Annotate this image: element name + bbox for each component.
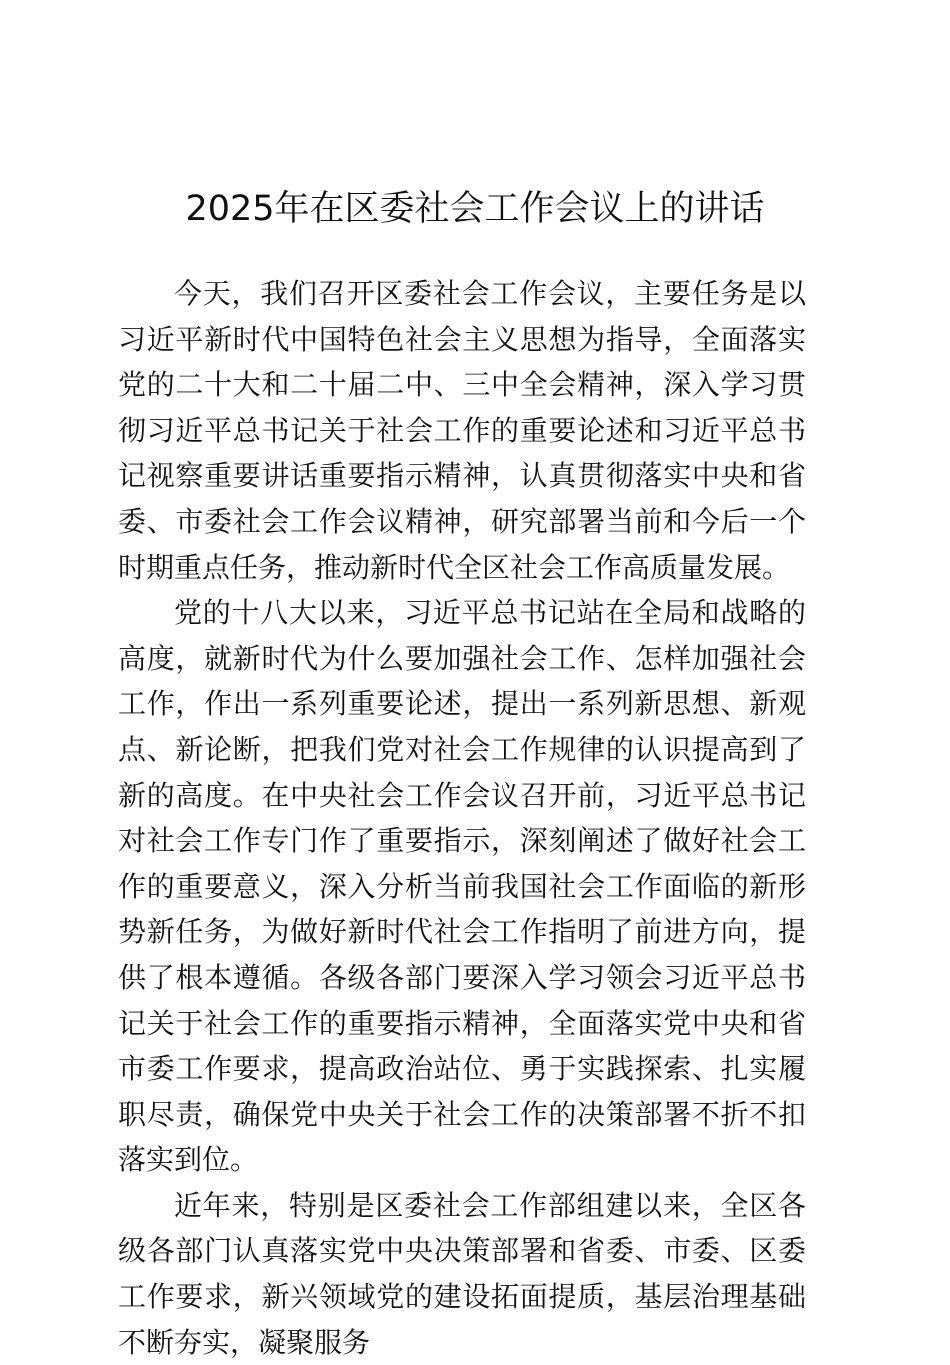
paragraph-2: 党的十八大以来，习近平总书记站在全局和战略的高度，就新时代为什么要加强社会工作、怎样加强社会工作，作出一系列重要论述，提出一系列新思想、新观点、新论断，把我们党对社会工作规律的认识提高到了新的高度。在中央社会工作会议召开前，习近平总书记对社会工作专门作了重要指示，深刻阐述了做好社会工作的重要意义，深入分析当前我国社会工作面临的新形势新任务，为做好新时代社会工作指明了前进方向，提供了根本遵循。各级各部门要深入学习领会习近平总书记关于社会工作的重要指示精神，全面落实党中央和省市委工作要求，提高政治站位、勇于实践探索、扎实履职尽责，确保党中央关于社会工作的决策部署不折不扣落实到位。 <box>118 596 806 1177</box>
paragraph-3: 近年来，特别是区委社会工作部组建以来，全区各级各部门认真落实党中央决策部署和省委、市委、区委工作要求，新兴领域党的建设拓面提质，基层治理基础不断夯实，凝聚服务 <box>118 1188 806 1359</box>
document-title: 2025年在区委社会工作会议上的讲话 <box>185 189 765 229</box>
document-body <box>118 271 806 1365</box>
paragraph-1: 今天，我们召开区委社会工作会议，主要任务是以习近平新时代中国特色社会主义思想为指导，全面落实党的二十大和二十届二中、三中全会精神，深入学习贯彻习近平总书记关于社会工作的重要论述和习近平总书记视察重要讲话重要指示精神，认真贯彻落实中央和省委、市委社会工作会议精神，研究部署当前和今后一个时期重点任务，推动新时代全区社会工作高质量发展。 <box>118 277 806 584</box>
